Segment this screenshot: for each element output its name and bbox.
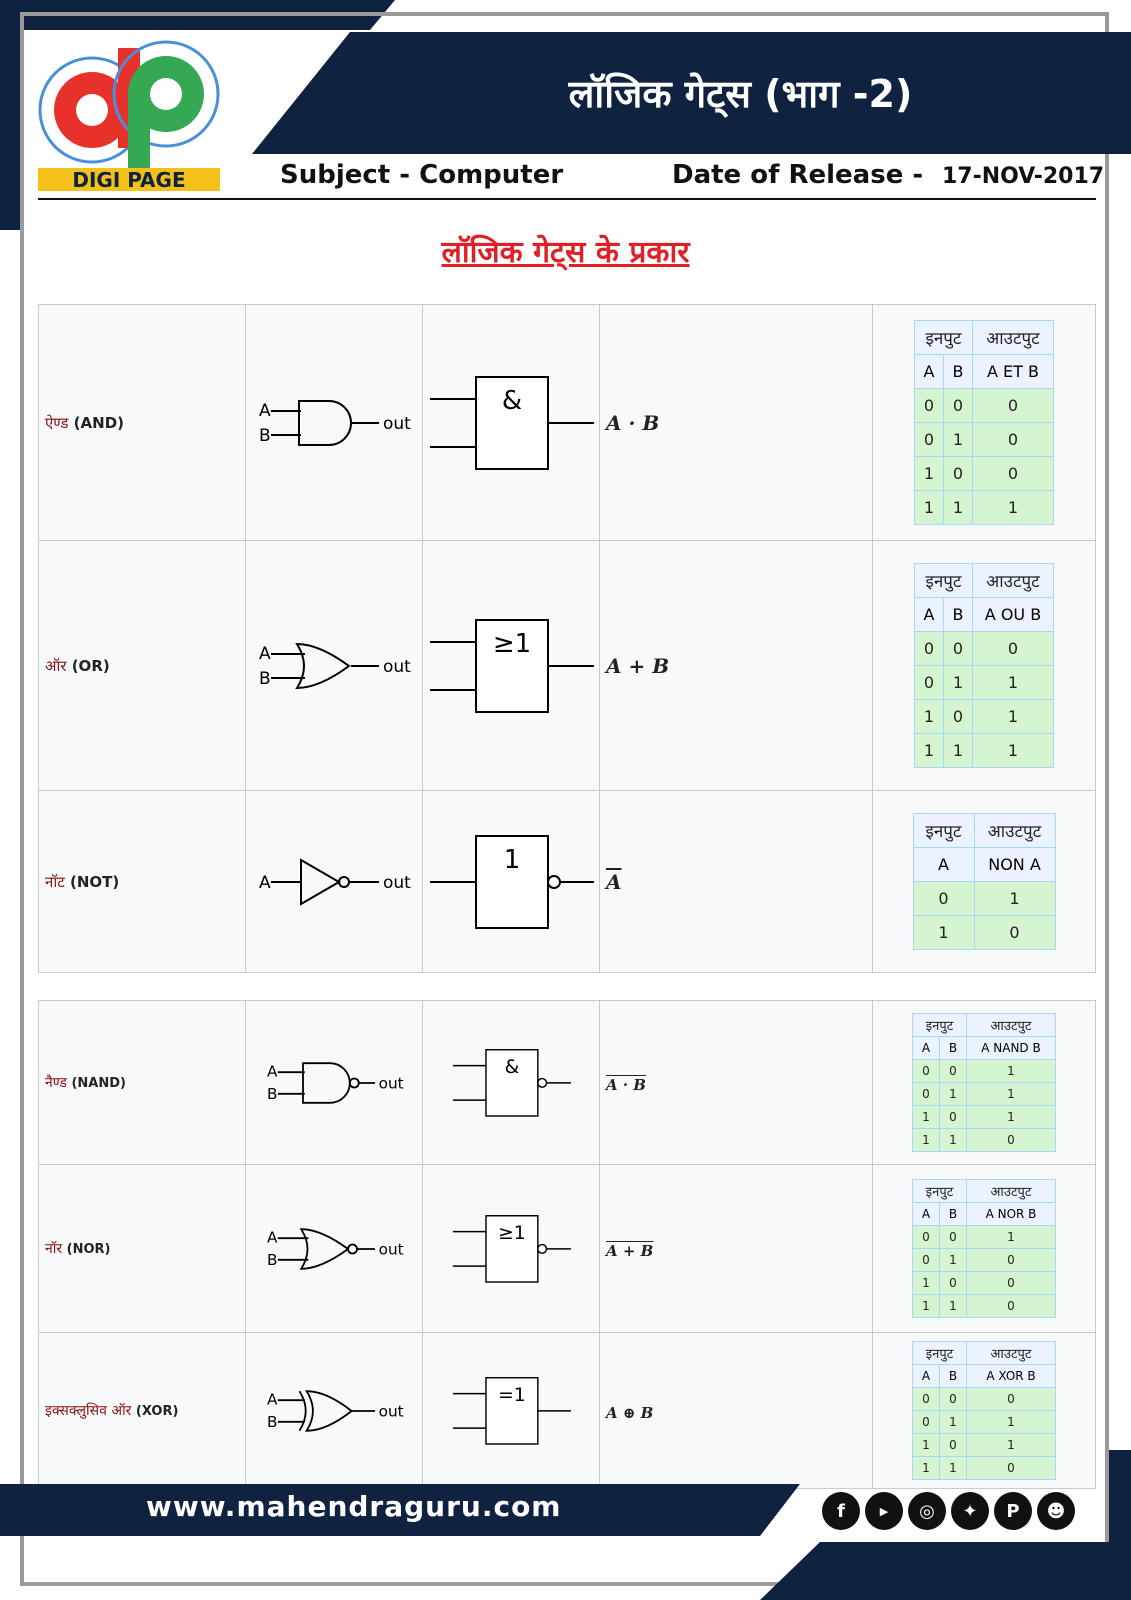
gate-row-and — [39, 305, 1096, 541]
truth-table — [912, 1179, 1056, 1318]
truth-value: 0 — [944, 700, 973, 734]
gate-row-or — [39, 541, 1096, 791]
truth-table-row — [915, 491, 1054, 525]
column-header: A ET B — [973, 355, 1054, 389]
gate-function-label: =1 — [497, 1384, 526, 1406]
gate-name-hindi: ऐण्ड — [45, 413, 69, 432]
truth-table-row — [915, 457, 1054, 491]
header-rule — [38, 198, 1096, 200]
release-date: 17-NOV-2017 — [942, 164, 1105, 189]
output-label: out — [378, 1073, 404, 1092]
input-header: इनपुट — [913, 1014, 967, 1037]
ansi-gate-symbol — [258, 1375, 411, 1447]
input-b-label: B — [266, 1250, 277, 1269]
truth-table-cell — [873, 541, 1096, 791]
output-label: out — [383, 413, 411, 434]
gate-row-nor — [39, 1165, 1096, 1333]
truth-value: 1 — [940, 1249, 967, 1272]
input-b-label: B — [266, 1412, 277, 1431]
output-header: आउटपुट — [973, 564, 1054, 598]
truth-table-cell — [873, 305, 1096, 541]
truth-value: 1 — [967, 1434, 1056, 1457]
ansi-symbol-cell — [246, 541, 423, 791]
truth-value: 1 — [913, 1434, 940, 1457]
iec-symbol-cell — [423, 541, 600, 791]
truth-value: 1 — [944, 666, 973, 700]
truth-value: 1 — [915, 734, 944, 768]
truth-table-row — [913, 1129, 1056, 1152]
truth-table-cell — [873, 791, 1096, 973]
truth-table-row — [913, 1388, 1056, 1411]
ansi-symbol-cell — [246, 1333, 423, 1489]
output-label: out — [378, 1401, 404, 1420]
boolean-expression-cell — [600, 1001, 873, 1165]
gate-name-english: (XOR) — [131, 1404, 179, 1419]
column-header: A XOR B — [967, 1365, 1056, 1388]
truth-value: 1 — [940, 1457, 967, 1480]
truth-value: 0 — [944, 632, 973, 666]
truth-value: 1 — [913, 1272, 940, 1295]
column-header: A — [913, 1203, 940, 1226]
iec-gate-symbol — [450, 1210, 572, 1288]
gate-row-not — [39, 791, 1096, 973]
truth-value: 0 — [913, 1083, 940, 1106]
youtube-icon[interactable]: ▶ — [865, 1492, 903, 1530]
truth-table-row — [913, 1106, 1056, 1129]
truth-table-row — [915, 423, 1054, 457]
truth-value: 1 — [913, 1129, 940, 1152]
column-header: A — [913, 1365, 940, 1388]
facebook-icon[interactable]: f — [822, 1492, 860, 1530]
gate-function-label: & — [504, 1056, 520, 1078]
gate-name-cell — [39, 541, 246, 791]
truth-value: 0 — [915, 423, 944, 457]
iec-gate-symbol — [426, 369, 596, 477]
column-header: B — [944, 598, 973, 632]
boolean-expression: A + B — [606, 1241, 654, 1260]
truth-value: 1 — [915, 457, 944, 491]
gate-name-cell — [39, 791, 246, 973]
ansi-gate-symbol — [249, 383, 419, 463]
truth-value: 1 — [940, 1129, 967, 1152]
truth-value: 0 — [913, 882, 974, 916]
truth-value: 1 — [940, 1295, 967, 1318]
boolean-expression: $\overline{A}$ — [606, 869, 622, 894]
truth-value: 1 — [973, 491, 1054, 525]
column-header: A NAND B — [967, 1037, 1056, 1060]
gate-name-english: (NOT) — [64, 872, 120, 891]
truth-table-row — [913, 1249, 1056, 1272]
iec-symbol-cell — [423, 1165, 600, 1333]
gate-name-cell — [39, 305, 246, 541]
truth-value: 0 — [940, 1060, 967, 1083]
gate-function-label: & — [501, 385, 523, 416]
instagram-icon[interactable]: ◎ — [908, 1492, 946, 1530]
output-label: out — [378, 1239, 404, 1258]
truth-value: 0 — [944, 457, 973, 491]
input-a-label: A — [266, 1062, 277, 1081]
output-header: आउटपुट — [973, 321, 1054, 355]
output-label: out — [383, 872, 411, 893]
input-b-label: B — [259, 668, 271, 689]
gate-name-hindi: नॉट — [45, 872, 65, 891]
truth-value: 0 — [913, 1411, 940, 1434]
boolean-expression-cell — [600, 541, 873, 791]
output-label: out — [383, 656, 411, 677]
truth-value: 0 — [940, 1226, 967, 1249]
truth-value: 1 — [974, 882, 1055, 916]
truth-table-cell — [873, 1333, 1096, 1489]
truth-value: 0 — [973, 389, 1054, 423]
android-icon[interactable]: ☻ — [1037, 1492, 1075, 1530]
column-header: A — [913, 848, 974, 882]
truth-value: 1 — [944, 734, 973, 768]
truth-value: 0 — [913, 1249, 940, 1272]
output-header: आउटपुट — [967, 1180, 1056, 1203]
input-a-label: A — [266, 1390, 277, 1409]
truth-table-row — [913, 882, 1055, 916]
boolean-expression-cell — [600, 1333, 873, 1489]
column-header: B — [940, 1203, 967, 1226]
truth-value: 1 — [973, 734, 1054, 768]
truth-value: 0 — [940, 1106, 967, 1129]
input-header: इनपुट — [913, 1342, 967, 1365]
ansi-gate-symbol — [249, 842, 419, 922]
input-header: इनपुट — [915, 564, 973, 598]
gate-name-hindi: नैण्ड — [45, 1075, 67, 1091]
truth-value: 0 — [940, 1434, 967, 1457]
boolean-expression: A ⊕ B — [606, 1403, 654, 1422]
input-header: इनपुट — [913, 1180, 967, 1203]
truth-table-row — [913, 916, 1055, 950]
truth-table — [912, 1013, 1056, 1152]
truth-table-row — [913, 1083, 1056, 1106]
truth-value: 1 — [915, 700, 944, 734]
truth-table-row — [913, 1411, 1056, 1434]
truth-table-row — [915, 389, 1054, 423]
ansi-symbol-cell — [246, 305, 423, 541]
truth-value: 1 — [967, 1226, 1056, 1249]
ansi-gate-symbol — [249, 626, 419, 706]
boolean-expression-cell — [600, 791, 873, 973]
gate-name-hindi: नॉर — [45, 1241, 63, 1257]
input-a-label: A — [259, 400, 271, 421]
truth-value: 0 — [967, 1388, 1056, 1411]
truth-value: 0 — [974, 916, 1055, 950]
boolean-expression: A + B — [606, 653, 670, 678]
gate-name-cell — [39, 1001, 246, 1165]
truth-table-row — [913, 1295, 1056, 1318]
truth-table-row — [913, 1457, 1056, 1480]
input-b-label: B — [266, 1084, 277, 1103]
truth-table-row — [913, 1272, 1056, 1295]
boolean-expression-cell — [600, 305, 873, 541]
truth-table-row — [915, 734, 1054, 768]
truth-value: 0 — [913, 1388, 940, 1411]
truth-value: 0 — [940, 1388, 967, 1411]
gate-name-english: (AND) — [68, 413, 124, 432]
gate-name-hindi: इक्सक्लुसिव ऑर — [45, 1403, 132, 1419]
iec-gate-symbol — [450, 1044, 572, 1122]
dp-logo — [34, 40, 224, 180]
gate-function-label: 1 — [503, 844, 521, 875]
truth-table-row — [913, 1060, 1056, 1083]
truth-value: 1 — [913, 1106, 940, 1129]
truth-value: 0 — [967, 1457, 1056, 1480]
output-header: आउटपुट — [967, 1014, 1056, 1037]
truth-value: 0 — [967, 1249, 1056, 1272]
column-header: B — [940, 1365, 967, 1388]
truth-value: 0 — [915, 389, 944, 423]
iec-symbol-cell — [423, 791, 600, 973]
truth-value: 0 — [913, 1060, 940, 1083]
iec-gate-symbol — [426, 612, 596, 720]
gate-name-english: (NAND) — [66, 1076, 126, 1091]
truth-value: 0 — [973, 457, 1054, 491]
truth-value: 1 — [915, 491, 944, 525]
ansi-symbol-cell — [246, 791, 423, 973]
boolean-expression: A · B — [606, 410, 660, 435]
truth-value: 0 — [944, 389, 973, 423]
truth-value: 1 — [967, 1083, 1056, 1106]
truth-value: 0 — [973, 423, 1054, 457]
input-a-label: A — [259, 872, 271, 893]
truth-value: 1 — [913, 916, 974, 950]
truth-value: 0 — [915, 666, 944, 700]
output-header: आउटपुट — [974, 814, 1055, 848]
input-header: इनपुट — [915, 321, 973, 355]
truth-value: 1 — [940, 1411, 967, 1434]
column-header: A NOR B — [967, 1203, 1056, 1226]
column-header: B — [940, 1037, 967, 1060]
output-header: आउटपुट — [967, 1342, 1056, 1365]
truth-value: 0 — [940, 1272, 967, 1295]
gate-name-english: (OR) — [66, 656, 110, 675]
iec-symbol-cell — [423, 1333, 600, 1489]
gate-name-cell — [39, 1333, 246, 1489]
boolean-expression-cell — [600, 1165, 873, 1333]
column-header: A — [913, 1037, 940, 1060]
truth-value: 1 — [944, 423, 973, 457]
truth-value: 0 — [967, 1272, 1056, 1295]
truth-value: 1 — [967, 1411, 1056, 1434]
iec-symbol-cell — [423, 305, 600, 541]
truth-value: 1 — [967, 1060, 1056, 1083]
gates-table-lower — [38, 1000, 1096, 1489]
input-a-label: A — [266, 1228, 277, 1247]
truth-value: 1 — [944, 491, 973, 525]
pinterest-icon[interactable]: P — [994, 1492, 1032, 1530]
iec-gate-symbol — [426, 828, 596, 936]
truth-value: 0 — [915, 632, 944, 666]
release-label: Date of Release - — [672, 160, 924, 190]
gate-row-xor — [39, 1333, 1096, 1489]
gate-row-nand — [39, 1001, 1096, 1165]
truth-value: 1 — [913, 1295, 940, 1318]
ansi-symbol-cell — [246, 1001, 423, 1165]
truth-table-cell — [873, 1001, 1096, 1165]
iec-gate-symbol — [450, 1372, 572, 1450]
column-header: A — [915, 355, 944, 389]
truth-table-row — [915, 632, 1054, 666]
page-title: लॉजिक गेट्स (भाग -2) — [568, 72, 913, 116]
logo-label: DIGI PAGE — [38, 168, 220, 191]
gate-function-label: ≥1 — [497, 1222, 526, 1244]
ansi-gate-symbol — [258, 1047, 411, 1119]
truth-table — [912, 1341, 1056, 1480]
truth-value: 0 — [967, 1295, 1056, 1318]
ansi-gate-symbol — [258, 1213, 411, 1285]
gate-name-cell — [39, 1165, 246, 1333]
gate-function-label: ≥1 — [492, 628, 532, 659]
truth-table-row — [915, 700, 1054, 734]
truth-value: 1 — [973, 666, 1054, 700]
subject-label: Subject - Computer — [280, 160, 564, 190]
truth-value: 0 — [973, 632, 1054, 666]
truth-table-row — [913, 1226, 1056, 1249]
truth-value: 0 — [967, 1129, 1056, 1152]
gates-table-upper — [38, 304, 1096, 973]
gate-name-english: (NOR) — [62, 1242, 111, 1257]
column-header: A — [915, 598, 944, 632]
column-header: B — [944, 355, 973, 389]
bottom-right-corner-band — [760, 1542, 1131, 1600]
footer-url[interactable]: www.mahendraguru.com — [146, 1490, 562, 1523]
truth-table-cell — [873, 1165, 1096, 1333]
input-header: इनपुट — [913, 814, 974, 848]
truth-table-row — [915, 666, 1054, 700]
column-header: NON A — [974, 848, 1055, 882]
boolean-expression: A · B — [606, 1075, 646, 1094]
truth-value: 1 — [913, 1457, 940, 1480]
column-header: A OU B — [973, 598, 1054, 632]
truth-table — [914, 563, 1054, 768]
input-b-label: B — [259, 425, 271, 446]
truth-value: 1 — [940, 1083, 967, 1106]
truth-table — [913, 813, 1056, 950]
left-edge-band — [0, 0, 22, 230]
ansi-symbol-cell — [246, 1165, 423, 1333]
iec-symbol-cell — [423, 1001, 600, 1165]
truth-table — [914, 320, 1054, 525]
input-a-label: A — [259, 643, 271, 664]
twitter-icon[interactable]: ✦ — [951, 1492, 989, 1530]
truth-table-row — [913, 1434, 1056, 1457]
gate-name-hindi: ऑर — [45, 656, 67, 675]
section-title: लॉजिक गेट्स के प्रकार — [441, 235, 690, 270]
truth-value: 1 — [973, 700, 1054, 734]
truth-value: 1 — [967, 1106, 1056, 1129]
truth-value: 0 — [913, 1226, 940, 1249]
